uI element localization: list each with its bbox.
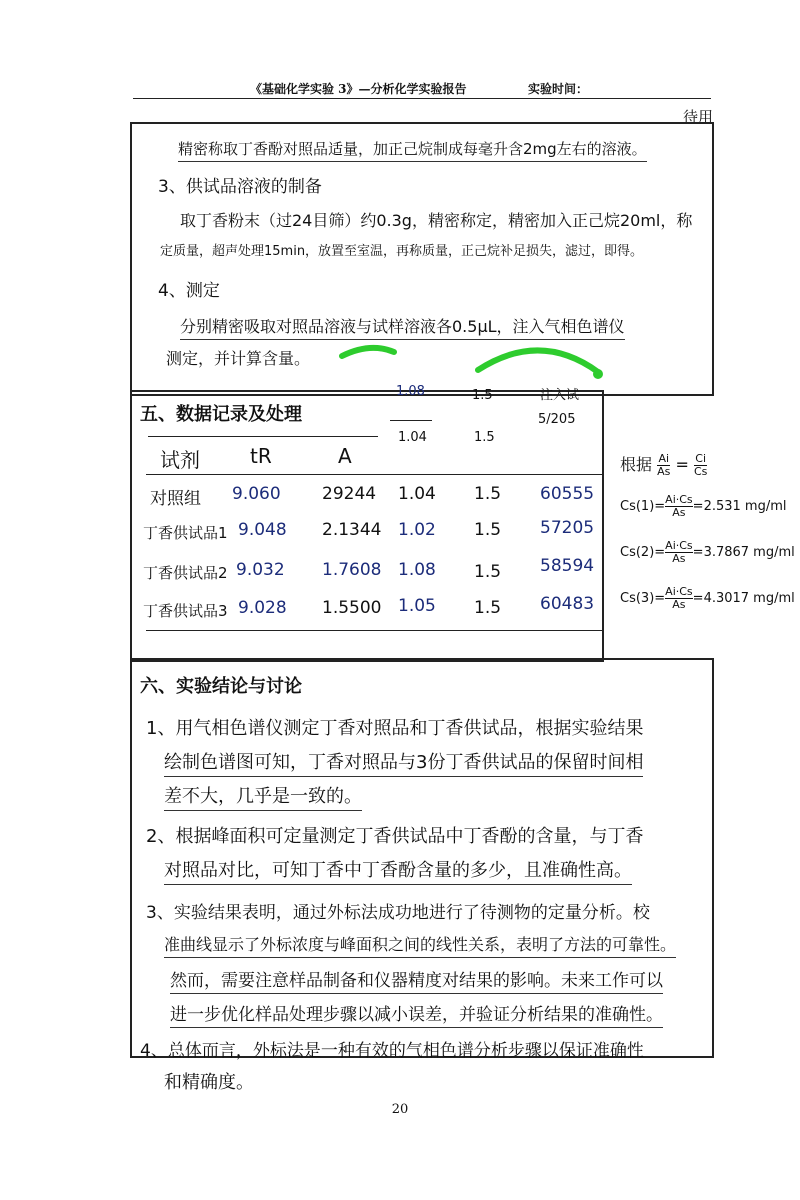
- step3-line-1: 取丁香粉末（过24目筛）约0.3g，精密称定，精密加入正己烷20ml，称: [180, 211, 693, 230]
- step4-line-2: 测定，并计算含量。: [166, 349, 311, 368]
- scribble-2: 1.5: [472, 388, 493, 403]
- conclusion-line-1: 1、用气相色谱仪测定丁香对照品和丁香供试品，根据实验结果: [146, 718, 644, 739]
- row3-reagent: 丁香供试品2: [143, 564, 228, 582]
- header-tr: tR: [250, 444, 272, 468]
- highlight-stroke-1: [342, 348, 394, 356]
- row4-tr: 9.028: [238, 598, 287, 618]
- row1-area: 29244: [322, 484, 377, 504]
- basis-fraction-left: $\frac{Ai}{As}$: [657, 452, 671, 478]
- section6-title: 六、实验结论与讨论: [140, 676, 302, 697]
- conclusion-line-8: 然而，需要注意样品制备和仪器精度对结果的影响。未来工作可以: [170, 966, 663, 994]
- row2-reagent: 丁香供试品1: [143, 524, 228, 542]
- row3-tr: 9.032: [236, 560, 285, 580]
- step3-title: 3、供试品溶液的制备: [158, 177, 322, 197]
- row1-col6: 60555: [540, 484, 595, 504]
- conclusion-line-3: 差不大，几乎是一致的。: [164, 782, 362, 811]
- basis-formula: 根据 $\frac{Ai}{As}$ = $\frac{Ci}{Cs}$: [620, 452, 708, 478]
- conclusion-line-11: 和精确度。: [164, 1072, 254, 1093]
- conclusion-line-6: 3、实验结果表明，通过外标法成功地进行了待测物的定量分析。校: [146, 903, 650, 923]
- section5-title: 五、数据记录及处理: [140, 404, 302, 425]
- scribble-4: 5/205: [538, 412, 576, 427]
- row4-reagent: 丁香供试品3: [143, 602, 228, 620]
- row2-col6: 57205: [540, 518, 595, 538]
- row2-col5: 1.5: [474, 520, 502, 540]
- row1-col5: 1.5: [474, 484, 502, 504]
- formula-cs3: Cs(3)= $\frac{Ai\cdot Cs}{As}$ =4.3017 mg/ml: [620, 585, 795, 611]
- step4-line-1: 分别精密吸取对照品溶液与试样溶液各0.5μL，注入气相色谱仪: [180, 314, 625, 340]
- row4-col6: 60483: [540, 594, 595, 614]
- row2-area: 2.1344: [322, 520, 382, 540]
- page-number: 20: [391, 1102, 409, 1117]
- row3-col4: 1.08: [398, 560, 436, 580]
- row2-tr: 9.048: [238, 520, 287, 540]
- basis-label: 根据: [620, 455, 653, 474]
- row3-col6: 58594: [540, 556, 595, 576]
- row4-col5: 1.5: [474, 598, 502, 618]
- formula-cs2: Cs(2)= $\frac{Ai\cdot Cs}{As}$ =3.7867 mg/ml: [620, 539, 795, 565]
- header-area: A: [338, 444, 352, 468]
- table-bottom-rule: [146, 630, 602, 631]
- highlight-dot: [593, 369, 603, 379]
- row3-area: 1.7608: [322, 560, 382, 580]
- row1-tr: 9.060: [232, 484, 281, 504]
- conclusion-line-4: 2、根据峰面积可定量测定丁香供试品中丁香酚的含量，与丁香: [146, 826, 644, 847]
- conclusion-line-5: 对照品对比，可知丁香中丁香酚含量的多少，且准确性高。: [164, 856, 632, 885]
- row1-col4: 1.04: [398, 484, 436, 504]
- row2-col4: 1.02: [398, 520, 436, 540]
- scribble-underline: [390, 420, 432, 421]
- row4-area: 1.5500: [322, 598, 382, 618]
- scribble-6: 1.5: [474, 430, 495, 445]
- scribble-3: 注入试: [540, 388, 580, 403]
- highlight-stroke-2: [478, 350, 598, 372]
- corner-note: 待用: [683, 108, 714, 126]
- row1-reagent: 对照组: [150, 489, 201, 509]
- table-top-rule: [148, 436, 378, 437]
- table-header-rule: [146, 474, 602, 475]
- header-reagent: 试剂: [160, 448, 200, 472]
- header-rule: [133, 98, 711, 99]
- conclusion-line-9: 进一步优化样品处理步骤以减小误差，并验证分析结果的准确性。: [170, 1000, 663, 1028]
- conclusion-line-7: 准曲线显示了外标浓度与峰面积之间的线性关系，表明了方法的可靠性。: [164, 932, 676, 958]
- basis-fraction-right: $\frac{Ci}{Cs}$: [693, 452, 708, 478]
- conclusion-line-10: 4、总体而言，外标法是一种有效的气相色谱分析步骤以保证准确性: [140, 1041, 644, 1061]
- row4-col4: 1.05: [398, 596, 436, 616]
- report-header-title: 《基础化学实验 3》—分析化学实验报告: [250, 82, 467, 96]
- scribble-5: 1.04: [398, 430, 427, 445]
- scribble-1: 1.08: [396, 384, 425, 399]
- experiment-time-label: 实验时间：: [528, 82, 589, 96]
- row3-col5: 1.5: [474, 562, 502, 582]
- conclusion-line-2: 绘制色谱图可知，丁香对照品与3份丁香供试品的保留时间相: [164, 748, 643, 777]
- step4-title: 4、测定: [158, 281, 220, 301]
- formula-cs1: Cs(1)= $\frac{Ai\cdot Cs}{As}$ =2.531 mg/ml: [620, 493, 787, 519]
- procedure-line-1: 精密称取丁香酚对照品适量，加正己烷制成每毫升含2mg左右的溶液。: [178, 138, 647, 162]
- step3-line-2: 定质量，超声处理15min，放置至室温，再称质量，正己烷补足损失，滤过，即得。: [160, 244, 644, 259]
